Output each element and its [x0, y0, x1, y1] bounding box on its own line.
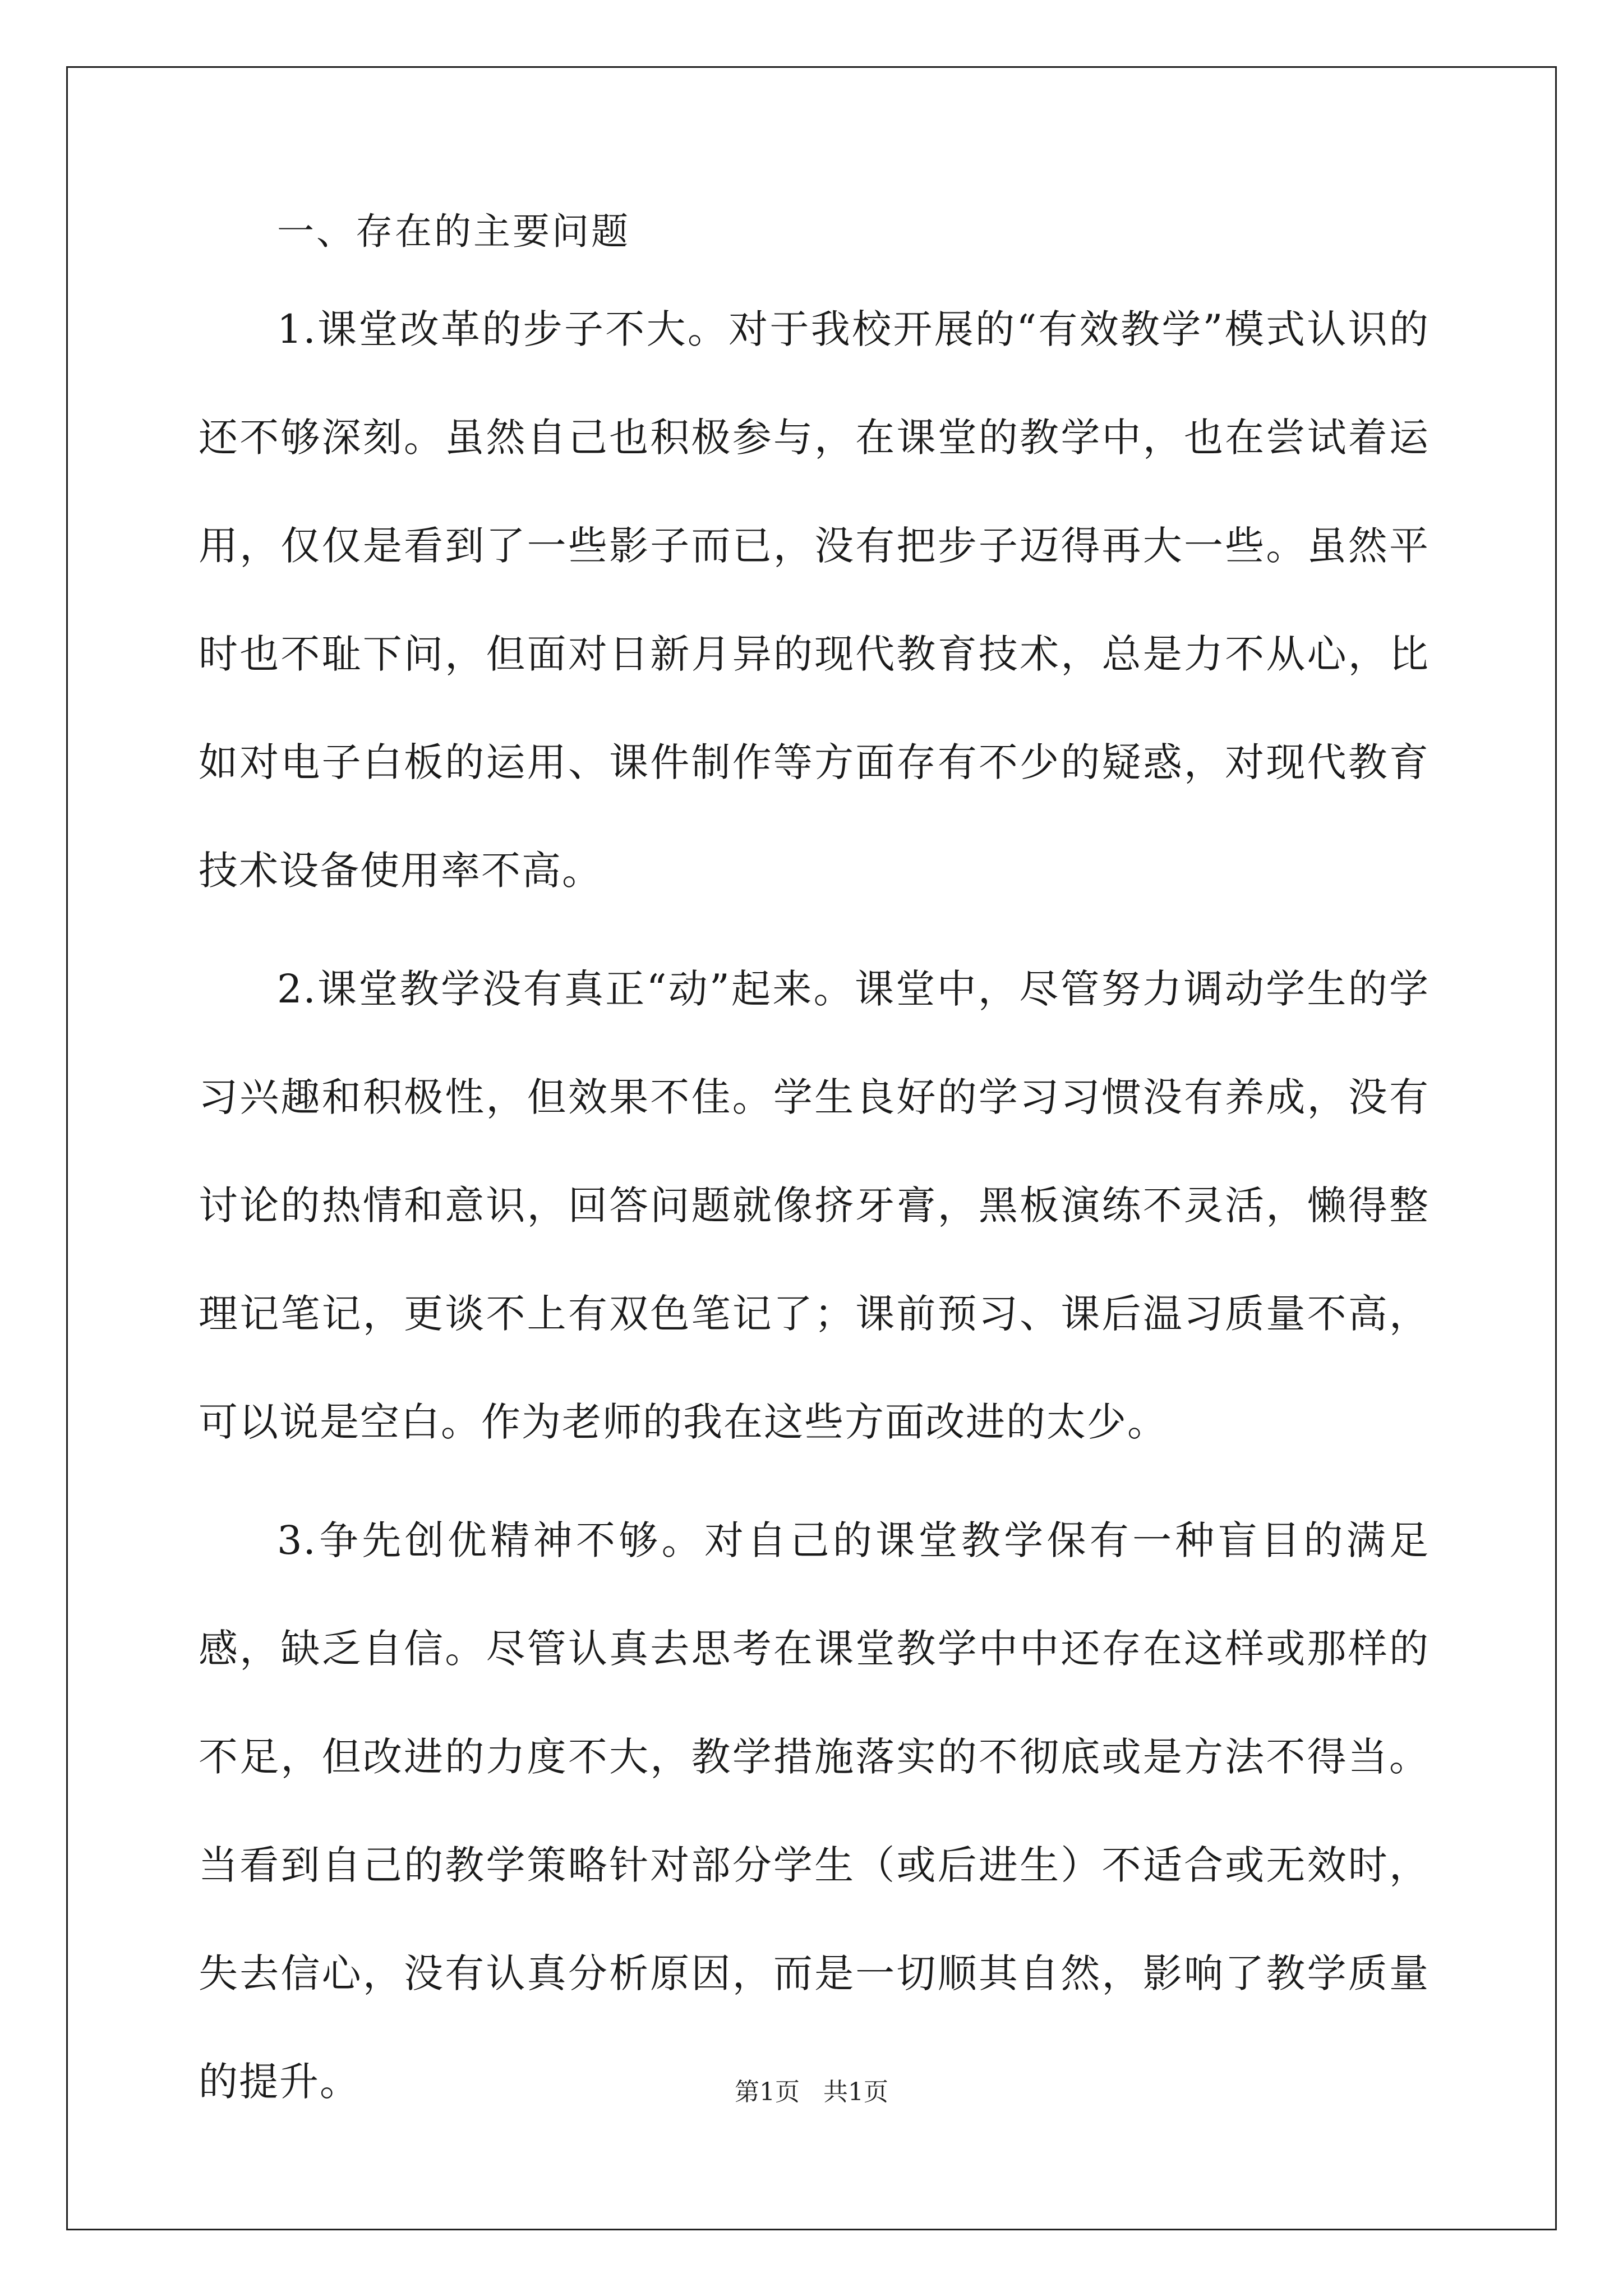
paragraph-3: 3.争先创优精神不够。对自己的课堂教学保有一种盲目的满足感，缺乏自信。尽管认真去思考在课堂教学中中还存在这样或那样的不足，但改进的力度不大，教学措施落实的不彻底或是方法不得当。当看到自己的教学策略针对部分学生（或后进生）不适合或无效时，失去信心，没有认真分析原因，而是一切顺其自然，影响了教学质量的提升。 [199, 1517, 1430, 2105]
paragraph-1: 1.课堂改革的步子不大。对于我校开展的“有效教学”模式认识的还不够深刻。虽然自己也积极参与，在课堂的教学中，也在尝试着运用，仅仅是看到了一些影子而已，没有把步子迈得再大一些。虽然平时也不耻下问，但面对日新月异的现代教育技术，总是力不从心，比如对电子白板的运用、课件制作等方面存有不少的疑惑，对现代教育技术设备使用率不高。 [199, 306, 1430, 894]
paragraph-2: 2.课堂教学没有真正“动”起来。课堂中，尽管努力调动学生的学习兴趣和积极性，但效果不佳。学生良好的学习习惯没有养成，没有讨论的热情和意识，回答问题就像挤牙膏，黑板演练不灵活，懒得整理记笔记，更谈不上有双色笔记了；课前预习、课后温习质量不高，可以说是空白。作为老师的我在这些方面改进的太少。 [199, 966, 1430, 1445]
section-heading: 一、存在的主要问题 [277, 210, 630, 253]
page-footer [0, 2080, 1623, 2105]
page-number: 第1页 [735, 2078, 800, 2106]
document-body [199, 210, 1430, 2180]
page-total: 共1页 [823, 2078, 888, 2106]
